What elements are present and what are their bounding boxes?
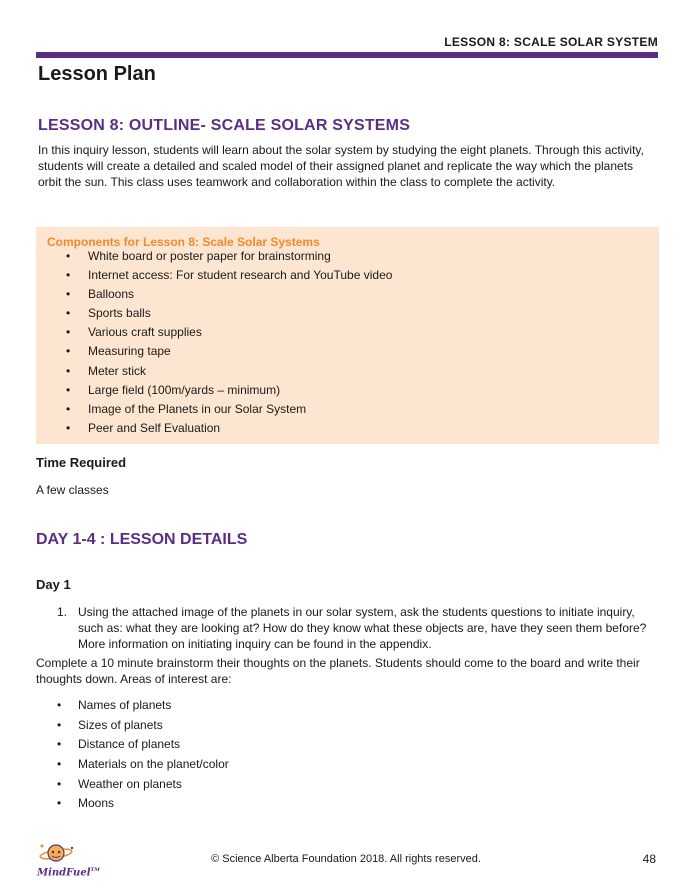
time-required-value: A few classes (36, 483, 109, 497)
components-title: Components for Lesson 8: Scale Solar Systems (47, 235, 320, 249)
list-item: • Sports balls (66, 306, 151, 321)
bullet-icon: • (66, 382, 71, 397)
step-number: 1. (57, 605, 68, 619)
list-item: • Peer and Self Evaluation (66, 420, 221, 435)
time-required-heading: Time Required (36, 455, 127, 470)
lesson-details-heading: DAY 1-4 : LESSON DETAILS (36, 531, 248, 548)
list-item: • Distance of planets (57, 737, 181, 752)
list-item: • White board or poster paper for brainstorming (66, 249, 331, 263)
page-title: Lesson Plan (38, 63, 156, 85)
page-number: 48 (642, 852, 656, 866)
list-item: • Measuring tape (66, 344, 171, 359)
list-item: • Sizes of planets (57, 717, 163, 732)
list-item: • Large field (100m/yards – minimum) (66, 382, 281, 397)
bullet-icon: • (66, 420, 71, 435)
list-item: • Materials on the planet/color (57, 757, 229, 772)
interests-list (57, 697, 229, 815)
list-item: • Weather on planets (57, 776, 182, 791)
mindfuel-wordmark: MindFuel™ (37, 867, 100, 879)
list-item: • Various craft supplies (66, 325, 202, 340)
list-item: • Internet access: For student research and YouTube video (66, 268, 393, 283)
components-box (36, 227, 659, 444)
header-divider-bar (36, 52, 658, 58)
footer-copyright: © Science Alberta Foundation 2018. All rights reserved. (211, 853, 481, 865)
step-text: Using the attached image of the planets in our solar system, ask the students questions to initiate inquiry, such as: what they are looking at? How do they know what these objects are, have they seen them before? More information on initiating inquiry can be found in the appendix. (78, 605, 647, 651)
bullet-icon: • (66, 287, 71, 302)
list-item: • Image of the Planets in our Solar System (66, 401, 307, 416)
bullet-icon: • (66, 363, 71, 378)
bullet-icon: • (57, 737, 62, 752)
list-item: • Names of planets (57, 698, 172, 712)
bullet-icon: • (57, 776, 62, 791)
bullet-icon: • (57, 717, 62, 732)
components-list (66, 248, 392, 439)
bullet-icon: • (57, 796, 62, 811)
bullet-icon: • (66, 268, 71, 283)
bullet-icon: • (66, 325, 71, 340)
list-item: • Meter stick (66, 363, 147, 378)
day-label: Day 1 (36, 577, 71, 592)
bullet-icon: • (66, 249, 71, 263)
bullet-icon: • (57, 698, 62, 712)
list-item: • Moons (57, 796, 115, 811)
brainstorm-paragraph: Complete a 10 minute brainstorm their thoughts on the planets. Students should come to the board and write their thoughts down. Areas of interest are: (36, 656, 640, 686)
list-item: • Balloons (66, 287, 135, 302)
outline-heading: LESSON 8: OUTLINE- SCALE SOLAR SYSTEMS (38, 117, 411, 134)
bullet-icon: • (57, 757, 62, 772)
header-lesson-label: LESSON 8: SCALE SOLAR SYSTEM (444, 35, 658, 49)
bullet-icon: • (66, 344, 71, 359)
intro-paragraph: In this inquiry lesson, students will learn about the solar system by studying the eight planets. Through this activity, students will create a detailed and scaled model of their assigned planet and replicate the way which the planets orbit the sun. This class uses teamwork and collaboration within the class to complete the activity. (38, 143, 644, 189)
bullet-icon: • (66, 306, 71, 321)
bullet-icon: • (66, 401, 71, 416)
